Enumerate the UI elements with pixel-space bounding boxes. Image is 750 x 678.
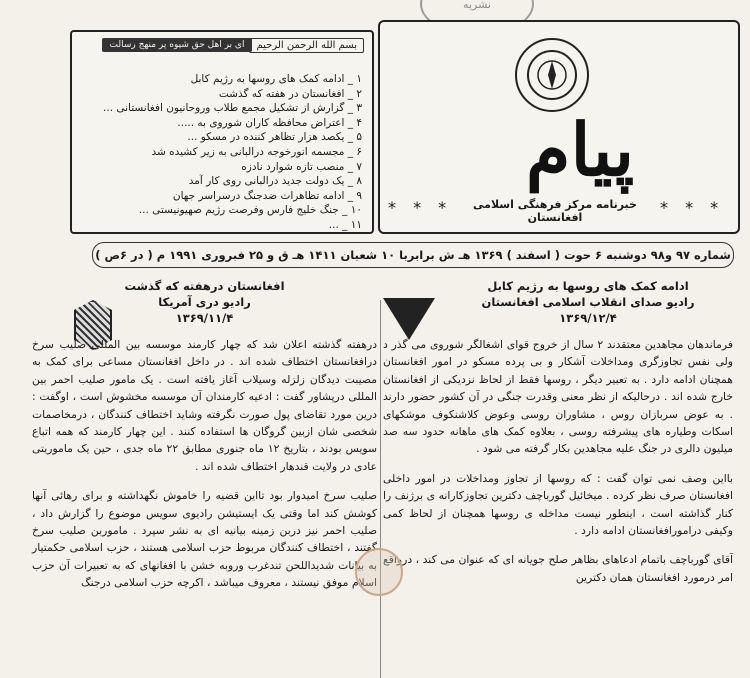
issue-date-line: شماره ۹۷ و۹۸ دوشنبه ۶ حوت ( اسفند ) ۱۳۶۹ هـ ش برابربا ۱۰ شعبان ۱۴۱۱ هـ ق و ۲۵ فبروری ۱۹۹۱ م ( در ۶ص ) bbox=[92, 242, 734, 268]
masthead-stars-left: * * * bbox=[388, 198, 453, 217]
article-right bbox=[383, 278, 733, 678]
contents-item: ۹ _ ادامه تظاهرات ضدجنگ درسراسر جهان bbox=[172, 189, 362, 202]
contents-item: ۱۱ _ ... bbox=[328, 218, 362, 231]
contents-item: ۴ _ اعتراض محافظه کاران شوروی به ..... bbox=[177, 116, 362, 129]
article-paragraph: بااین وصف نمی توان گفت : که روسها از تجاوز ومداخلات در امور داخلی افغانستان صرف نظر کرده . میخائیل گورباچف دکترین تجاوزکارانه ی برژنف را کنار گذاشته است ، اینطور نیست مداخله ی روسها همچنان از لحاظ کمی وکیفی درامورافغانستان ادامه دارد . bbox=[383, 471, 733, 538]
article-paragraph: صلیب سرخ امیدوار بود تااین قضیه را خاموش نگهداشته و برای رهائی آنها کوشش کند اما وقتی یک ایستیشن رادیوی سویس موضوع را گزارش داد ، صلیب احمر نیز دربن زمینه بیانیه ای به نشر سپرد . ماموربن صلیب سرخ گفتند ، اختطاف کنندگان مربوط حزب اسلامی هستند ، حزب اسلامی حکمتیار به بیانات شدیداللحن تندغرب وروبه خشن با افغانهای که به تعبیرات آن حزب اسلام موفق نیستند ، معروف میباشد ، اکرچه حزب اسلامی درجنگ bbox=[32, 489, 377, 590]
contents-item: ۷ _ منصب تازه شوارد نادزه bbox=[241, 160, 362, 173]
article-right-body bbox=[383, 336, 733, 586]
contents-item: ۵ _ یکصد هزار تظاهر کننده در مسکو ... bbox=[187, 131, 362, 144]
article-left bbox=[32, 278, 377, 678]
contents-item: ۱۰ _ جنگ خلیج فارس وفرصت رژیم صهیونیستی ... bbox=[138, 204, 362, 217]
contents-banner: ای بر اهل حق شیوه پر منهج رسالت bbox=[102, 38, 252, 52]
punch-hole bbox=[355, 548, 403, 596]
article-paragraph: فرماندهان مجاهدین معتقدند ۲ سال از خروج قوای اشغالگر شوروی می گذر د ولی نفس تجاوزگری ومداخلات آشکار و بی پرده مسکو در امور افغانستان همچنان ادامه دارد . به تعبیر دیگر ، روسها فقط از لحاظ نزدیکی از افغانستان خارج شده اند . درحالیکه از نظر معنی وقدرت جنگی در آن کشور حضور دارند . به عوض سربازان روس ، مشاوران روسی وعوض کلاشنکوف موشکهای اسکات وطیاره های پیشرفته روسی ، بعلاوه کمک های ماهانه حدود سه صد میلیون دالری در جنگ علیه مجاهدین بکار گرفته می شود . bbox=[383, 338, 733, 456]
masthead-stars-right: * * * bbox=[660, 198, 725, 217]
stamp-text: نشریه bbox=[463, 0, 491, 11]
masthead-title: پیام bbox=[525, 107, 635, 192]
contents-box bbox=[70, 30, 374, 234]
article-paragraph: آقای گورباچف باتمام ادعاهای بظاهر صلح جویانه ای که عنوان می کند ، درواقع امر درمورد افغانستان همان دکترین bbox=[383, 553, 733, 584]
article-right-headline: ادامه کمک های روسها به رژیم کابل bbox=[487, 279, 689, 293]
article-right-date: ۱۳۶۹/۱۲/۴ bbox=[559, 311, 617, 325]
contents-item: ۸ _ یک دولت جدید درالبانی روی کار آمد bbox=[188, 175, 362, 188]
article-left-headline: افغانستان درهفته که گذشت bbox=[124, 279, 285, 293]
article-left-body bbox=[32, 336, 377, 592]
contents-item: ۳ _ گزارش از تشکیل مجمع طلاب وروحانیون افغانستانی ... bbox=[103, 102, 362, 115]
emblem-seal-icon bbox=[524, 47, 580, 103]
contents-item: ۱ _ ادامه کمک های روسها به رژیم کابل bbox=[190, 73, 362, 85]
article-paragraph: درهفته گذشته اعلان شد که چهار کارمند موسسه بین المللی صلیب سرخ درافغانستان اختطاف شده اند . در داخل افغانستان مساعی برای کمک به مصیبت دیدگان زلزله وسیلاب آغاز یافته است . یک مامور صلیب احمر بین المللی درپشاور گفت : ادعیه کارمندان آن موسسه مخشوش است ، اوگفت : درین مورد تقاضای پول صورت نگرفته وشاید اختطاف کنندگان ، درمخاصمات شخصی شان ازبین گروگان ها استفاده کنند . این چهار کارمند که همه اتباع سویس بودند ، بتاریخ ۱۲ ماه جنوری مطابق ۲۲ ماه جدی ، حین یک ماموریتی عادی در ولایت قندهار اختطاف شده اند . bbox=[32, 338, 377, 473]
basmala-label: بسم الله الرحمن الرحیم bbox=[249, 38, 364, 53]
contents-list bbox=[77, 72, 362, 233]
column-divider bbox=[380, 300, 381, 678]
masthead-subtitle: خبرنامه مرکز فرهنگی اسلامی افغانستان bbox=[473, 198, 637, 224]
article-left-date: ۱۳۶۹/۱۱/۴ bbox=[175, 311, 234, 325]
emblem-icon bbox=[515, 38, 589, 112]
article-left-source: رادیو دری آمریکا bbox=[158, 295, 251, 309]
article-right-source: رادیو صدای انقلاب اسلامی افغانستان bbox=[481, 295, 695, 309]
contents-item: ۲ _ افغانستان در هفته که گذشت bbox=[218, 87, 362, 100]
contents-item: ۶ _ مجسمه انورخوجه درالبانی به زیر کشیده شد bbox=[151, 145, 362, 158]
